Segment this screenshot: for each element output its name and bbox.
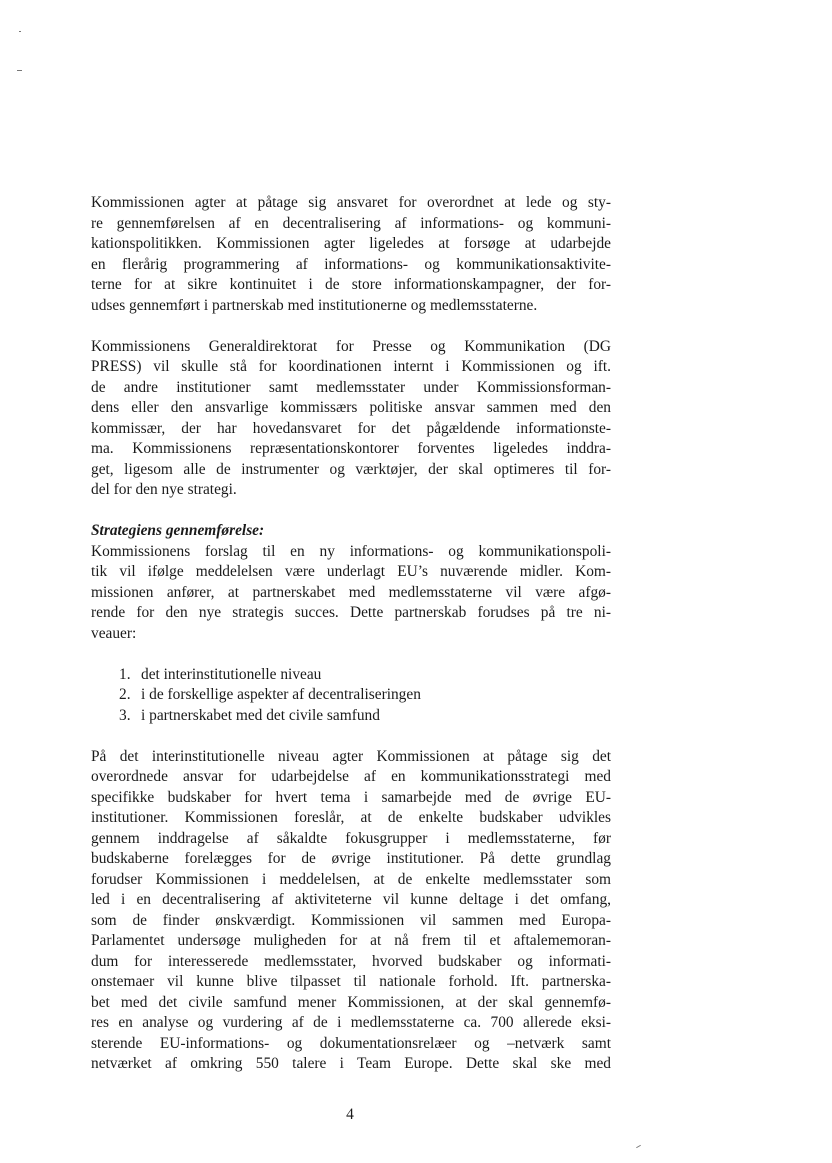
text-line: rende for den nye strategis succes. Dette partnerskab forudses på tre ni- [91, 604, 611, 621]
text-line: re gennemførelsen af en decentralisering af informations- og kommuni- [91, 214, 611, 232]
paragraph-1 [91, 193, 611, 316]
text-line: netværket af omkring 550 talere i Team Europe. Dette skal ske med [91, 1055, 611, 1072]
list-item: 2. i de forskellige aspekter af decentraliseringen [119, 686, 421, 703]
text-line: sterende EU-informations- og dokumentationsrelæer og –netværk samt [91, 1034, 611, 1052]
text-line: del for den nye strategi. [91, 481, 237, 498]
text-line: onstemaer vil kunne blive tilpasset til nationale forhold. Ift. partnerska- [91, 973, 611, 990]
list-item: 3. i partnerskabet med det civile samfund [119, 706, 380, 724]
scan-speck [636, 1145, 641, 1148]
paragraph-3 [91, 542, 611, 645]
text-line: Kommissionens forslag til en ny informations- og kommunikationspoli- [91, 542, 611, 560]
text-line: dum for interesserede medlemsstater, hvorved budskaber og informati- [91, 952, 611, 970]
paragraph-4 [91, 747, 611, 1075]
text-line: Kommissionen agter at påtage sig ansvaret for overordnet at lede og sty- [91, 194, 611, 211]
text-line: gennem inddragelse af såkaldte fokusgrupper i medlemsstaterne, før [91, 829, 611, 847]
list-item: 1. det interinstitutionelle niveau [119, 665, 322, 683]
text-line: kommissær, der har hovedansvaret for det pågældende informationste- [91, 419, 611, 437]
page-number: 4 [346, 1106, 354, 1123]
text-line: kationspolitikken. Kommissionen agter ligeledes at forsøge at udarbejde [91, 235, 611, 252]
text-line: led i en decentralisering af aktiviteterne vil kunne deltage i det omfang, [91, 891, 611, 908]
text-line: veauer: [91, 624, 137, 642]
text-line: get, ligesom alle de instrumenter og værktøjer, der skal optimeres til for- [91, 460, 611, 478]
text-line: res en analyse og vurdering af de i medlemsstaterne ca. 700 allerede eksi- [91, 1014, 611, 1031]
text-line: bet med det civile samfund mener Kommissionen, at der skal gennemfø- [91, 993, 611, 1011]
text-line: institutioner. Kommissionen foreslår, at de enkelte budskaber udvikles [91, 809, 611, 826]
text-line: Kommissionens Generaldirektorat for Presse og Kommunikation (DG [91, 337, 611, 355]
scan-speck [17, 70, 22, 71]
text-line: terne for at sikre kontinuitet i de store informationskampagner, der for- [91, 276, 611, 293]
text-line: de andre institutioner samt medlemsstater under Kommissionsforman- [91, 378, 611, 396]
text-line: tik vil ifølge meddelelsen være underlagt EU’s nuværende midler. Kom- [91, 563, 611, 580]
text-line: som de finder ønskværdigt. Kommissionen vil sammen med Europa- [91, 911, 611, 929]
section-heading: Strategiens gennemførelse: [91, 522, 265, 539]
text-line: forudser Kommissionen i meddelelsen, at de enkelte medlemsstater som [91, 870, 611, 888]
partnership-levels-list [91, 665, 611, 727]
text-line: missionen anfører, at partnerskabet med medlemsstaterne vil være afgø- [91, 583, 611, 601]
scan-speck [19, 31, 21, 32]
text-line: dens eller den ansvarlige kommissærs politiske ansvar sammen med den [91, 399, 611, 416]
text-line: Parlamentet undersøge muligheden for at nå frem til et aftalememoran- [91, 932, 611, 949]
text-line: PRESS) vil skulle stå for koordinationen internt i Kommissionen og ift. [91, 358, 611, 375]
text-line: udses gennemført i partnerskab med institutionerne og medlemsstaterne. [91, 296, 538, 314]
paragraph-2 [91, 337, 611, 501]
text-line: overordnede ansvar for udarbejdelse af en kommunikationsstrategi med [91, 768, 611, 785]
text-line: budskaberne forelægges for de øvrige institutioner. På dette grundlag [91, 850, 611, 867]
text-line: ma. Kommissionens repræsentationskontorer forventes ligeledes inddra- [91, 440, 611, 457]
text-line: en flerårig programmering af informations- og kommunikationsaktivite- [91, 255, 611, 273]
page-body [91, 193, 611, 1075]
text-line: specifikke budskaber for hvert tema i samarbejde med de øvrige EU- [91, 788, 611, 806]
text-line: På det interinstitutionelle niveau agter Kommissionen at påtage sig det [91, 747, 611, 765]
